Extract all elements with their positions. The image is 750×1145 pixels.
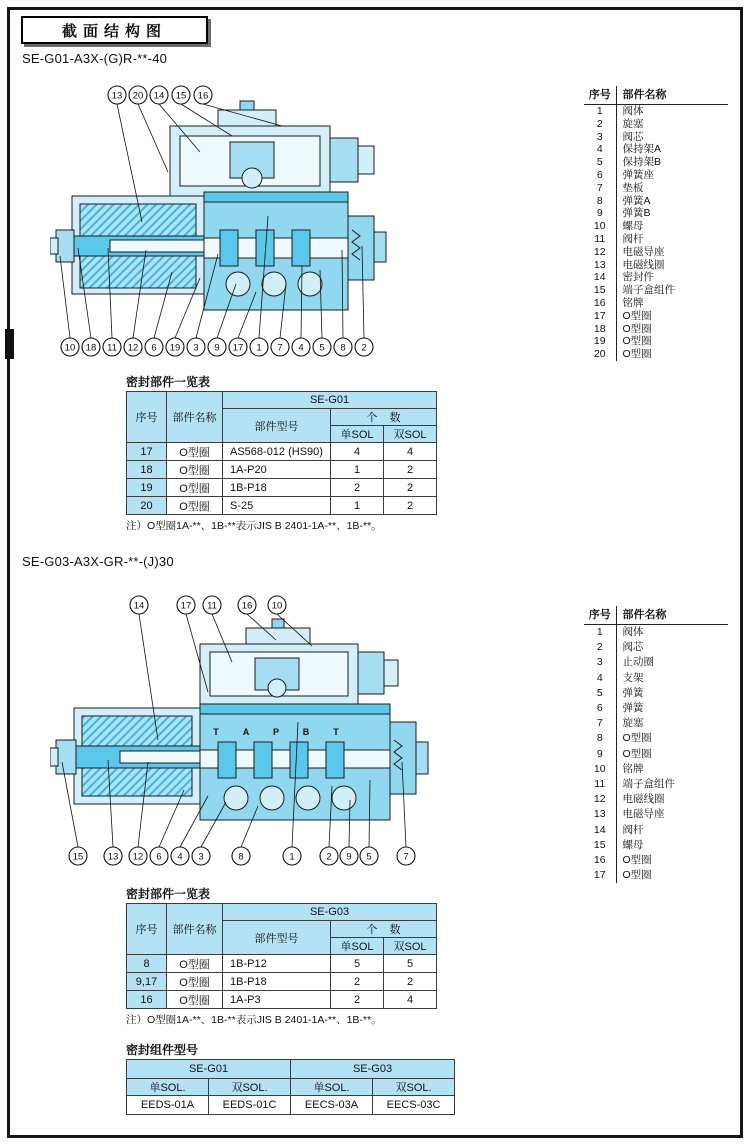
part-name: 垫板: [622, 181, 644, 194]
col-name-header: 部件名称: [167, 392, 223, 443]
svg-text:16: 16: [241, 600, 253, 612]
svg-text:3: 3: [193, 342, 199, 354]
parts-row: [584, 625, 728, 641]
solenoid-coil: [50, 196, 222, 294]
valve-body: [200, 704, 390, 820]
model-header: SE-G03: [223, 904, 437, 921]
part-seq: 13: [584, 259, 616, 272]
end-cap: [390, 722, 428, 794]
parts-row: [584, 747, 728, 762]
g03-seal-rows: [127, 955, 437, 1009]
parts-row: [584, 671, 728, 686]
g01-seal-rows: [127, 443, 437, 515]
part-seq: 5: [584, 156, 616, 169]
part-seq: 3: [584, 655, 616, 670]
svg-text:14: 14: [153, 90, 165, 102]
svg-text:6: 6: [156, 851, 162, 863]
svg-text:4: 4: [298, 342, 304, 354]
parts-row: [584, 701, 728, 716]
kit-model-header-g03: SE-G03: [291, 1060, 455, 1079]
part-name: 端子盒组件: [622, 777, 675, 790]
svg-text:12: 12: [132, 851, 144, 863]
svg-text:7: 7: [403, 851, 409, 863]
seal-part-name: O型圈: [167, 973, 223, 991]
seal-qty-single: 4: [331, 443, 384, 461]
part-name: 旋塞: [622, 117, 644, 130]
parts-row: [584, 207, 728, 220]
seal-header-row1: [127, 904, 437, 921]
seal-part-no: 1B-P12: [223, 955, 331, 973]
kit-model-row: [127, 1060, 455, 1079]
seal-qty-double: 5: [384, 955, 437, 973]
parts-row: [584, 822, 728, 837]
g03-seal-table-title: 密封部件一览表: [126, 887, 211, 901]
seal-qty-double: 4: [384, 991, 437, 1009]
col-single-sol-header: 单SOL: [331, 938, 384, 955]
svg-text:18: 18: [85, 342, 97, 354]
col-name-header: 部件名称: [167, 904, 223, 955]
svg-text:9: 9: [346, 851, 352, 863]
terminal-box: [200, 619, 398, 704]
parts-row: [584, 868, 728, 883]
col-qty-header: 个 数: [331, 921, 437, 938]
seal-part-no: 1A-P20: [223, 461, 331, 479]
seal-part-name: O型圈: [167, 479, 223, 497]
part-name: O型圈: [622, 322, 652, 335]
kit-col-double-g03: 双SOL.: [373, 1079, 455, 1096]
seal-part-no: AS568-012 (HS90): [223, 443, 331, 461]
parts-row: [584, 195, 728, 208]
parts-row: [584, 284, 728, 297]
col-name-header: 部件名称: [616, 606, 728, 625]
svg-text:15: 15: [72, 851, 84, 863]
seal-seq: 17: [127, 443, 167, 461]
part-seq: 9: [584, 747, 616, 762]
parts-row: [584, 853, 728, 868]
part-name: 电磁导座: [622, 245, 665, 258]
seal-header-row1: [127, 392, 437, 409]
seal-part-name: O型圈: [167, 443, 223, 461]
svg-text:14: 14: [133, 600, 145, 612]
part-name: O型圈: [622, 348, 652, 361]
svg-text:10: 10: [271, 600, 283, 612]
seal-qty-single: 1: [331, 497, 384, 515]
part-name: 螺母: [622, 220, 644, 233]
seal-seq: 19: [127, 479, 167, 497]
part-seq: 4: [584, 671, 616, 686]
parts-row: [584, 131, 728, 144]
kit-value: EEDS-01A: [127, 1096, 209, 1115]
svg-text:1: 1: [289, 851, 295, 863]
svg-text:4: 4: [177, 851, 183, 863]
parts-row: [584, 271, 728, 284]
part-name: 阀芯: [622, 641, 644, 654]
g03-parts-rows: [584, 625, 728, 884]
g01-parts-rows: [584, 105, 728, 361]
parts-row: [584, 105, 728, 118]
col-single-sol-header: 单SOL: [331, 426, 384, 443]
parts-row: [584, 297, 728, 310]
parts-row: [584, 118, 728, 131]
col-seq-header: 序号: [127, 392, 167, 443]
seal-row: [127, 973, 437, 991]
part-name: 弹簧: [622, 686, 644, 699]
seal-seq: 18: [127, 461, 167, 479]
col-partno-header: 部件型号: [223, 921, 331, 955]
svg-text:20: 20: [132, 90, 144, 102]
part-seq: 7: [584, 716, 616, 731]
seal-part-name: O型圈: [167, 461, 223, 479]
parts-row: [584, 731, 728, 746]
parts-row: [584, 246, 728, 259]
g03-seal-note: 注）O型圈1A-**、1B-**表示JIS B 2401-1A-**、1B-**。: [126, 1014, 382, 1026]
part-seq: 1: [584, 105, 616, 118]
model-header: SE-G01: [223, 392, 437, 409]
seal-part-no: S-25: [223, 497, 331, 515]
g01-diagram: [50, 80, 390, 372]
svg-text:13: 13: [107, 851, 119, 863]
svg-text:6: 6: [151, 342, 157, 354]
part-name: 电磁导座: [622, 808, 665, 821]
part-seq: 6: [584, 169, 616, 182]
svg-text:A: A: [242, 727, 250, 737]
part-seq: 11: [584, 233, 616, 246]
seal-qty-double: 2: [384, 461, 437, 479]
g03-diagram: [50, 588, 430, 880]
parts-row: [584, 156, 728, 169]
svg-text:2: 2: [361, 342, 367, 354]
parts-header-row: [584, 86, 728, 105]
part-seq: 7: [584, 182, 616, 195]
part-name: O型圈: [622, 732, 652, 745]
col-qty-header: 个 数: [331, 409, 437, 426]
kit-col-single-g03: 单SOL.: [291, 1079, 373, 1096]
seal-seq: 8: [127, 955, 167, 973]
parts-row: [584, 143, 728, 156]
seal-row: [127, 461, 437, 479]
part-name: 阀杆: [622, 823, 644, 836]
g03-seal-table: [126, 903, 437, 1009]
part-seq: 1: [584, 625, 616, 641]
svg-text:15: 15: [175, 90, 187, 102]
svg-text:13: 13: [111, 90, 123, 102]
svg-text:5: 5: [366, 851, 372, 863]
part-seq: 8: [584, 731, 616, 746]
g01-seal-note: 注）O型圈1A-**、1B-**表示JIS B 2401-1A-**、1B-**。: [126, 520, 382, 532]
col-seq-header: 序号: [584, 86, 616, 105]
parts-row: [584, 335, 728, 348]
part-name: 阀体: [622, 105, 644, 118]
page-title: 截面结构图: [61, 22, 167, 40]
kit-model-header-g01: SE-G01: [127, 1060, 291, 1079]
svg-text:1: 1: [256, 342, 262, 354]
kit-col-double-g01: 双SOL.: [209, 1079, 291, 1096]
parts-row: [584, 220, 728, 233]
part-seq: 19: [584, 335, 616, 348]
svg-text:12: 12: [127, 342, 139, 354]
seal-part-name: O型圈: [167, 955, 223, 973]
seal-seq: 16: [127, 991, 167, 1009]
svg-text:7: 7: [277, 342, 283, 354]
part-name: 支架: [622, 671, 644, 684]
parts-row: [584, 323, 728, 336]
seal-qty-single: 2: [331, 479, 384, 497]
part-name: 弹簧座: [622, 169, 654, 182]
part-seq: 6: [584, 701, 616, 716]
parts-row: [584, 762, 728, 777]
parts-row: [584, 169, 728, 182]
seal-qty-double: 2: [384, 973, 437, 991]
parts-row: [584, 792, 728, 807]
part-name: 止动圈: [622, 656, 654, 669]
col-seq-header: 序号: [127, 904, 167, 955]
svg-text:8: 8: [238, 851, 244, 863]
part-seq: 16: [584, 853, 616, 868]
terminal-box: [170, 101, 374, 196]
part-seq: 11: [584, 777, 616, 792]
page-title-box: [21, 16, 208, 44]
part-name: 电磁线圈: [622, 793, 665, 806]
kit-value: EECS-03C: [373, 1096, 455, 1115]
part-seq: 13: [584, 807, 616, 822]
parts-row: [584, 259, 728, 272]
part-name: 电磁线圈: [622, 258, 665, 271]
seal-seq: 9,17: [127, 973, 167, 991]
col-double-sol-header: 双SOL: [384, 426, 437, 443]
seal-seq: 20: [127, 497, 167, 515]
svg-text:19: 19: [169, 342, 181, 354]
part-name: O型圈: [622, 309, 652, 322]
parts-row: [584, 310, 728, 323]
g01-seal-table: [126, 391, 437, 515]
part-name: 螺母: [622, 838, 644, 851]
part-name: 弹簧B: [622, 207, 651, 220]
part-seq: 2: [584, 118, 616, 131]
parts-header-row: [584, 606, 728, 625]
seal-qty-single: 1: [331, 461, 384, 479]
part-name: 弹簧: [622, 702, 644, 715]
parts-row: [584, 807, 728, 822]
part-name: 弹簧A: [622, 194, 651, 207]
svg-text:17: 17: [232, 342, 244, 354]
g01-model-label: SE-G01-A3X-(G)R-**-40: [22, 51, 168, 66]
svg-text:3: 3: [198, 851, 204, 863]
seal-qty-double: 2: [384, 479, 437, 497]
g03-model-label: SE-G03-A3X-GR-**-(J)30: [22, 554, 174, 569]
part-name: 铭牌: [622, 762, 644, 775]
parts-row: [584, 777, 728, 792]
part-name: 铭牌: [622, 297, 644, 310]
seal-part-name: O型圈: [167, 991, 223, 1009]
part-seq: 18: [584, 323, 616, 336]
page-edge-index-mark: [5, 329, 14, 359]
parts-row: [584, 655, 728, 670]
part-seq: 15: [584, 838, 616, 853]
seal-row: [127, 443, 437, 461]
col-seq-header: 序号: [584, 606, 616, 625]
col-name-header: 部件名称: [616, 86, 728, 105]
part-name: 阀芯: [622, 130, 644, 143]
svg-text:16: 16: [197, 90, 209, 102]
svg-text:P: P: [272, 727, 280, 737]
svg-text:11: 11: [107, 342, 117, 354]
g01-seal-table-title: 密封部件一览表: [126, 375, 211, 389]
valve-body: [204, 192, 348, 310]
part-seq: 14: [584, 271, 616, 284]
end-cap: [348, 216, 386, 280]
seal-qty-single: 5: [331, 955, 384, 973]
seal-qty-double: 2: [384, 497, 437, 515]
solenoid-coil: [50, 708, 222, 804]
col-double-sol-header: 双SOL: [384, 938, 437, 955]
svg-text:11: 11: [207, 600, 217, 612]
svg-text:10: 10: [64, 342, 76, 354]
part-name: 端子盒组件: [622, 284, 675, 297]
parts-row: [584, 716, 728, 731]
part-seq: 10: [584, 762, 616, 777]
parts-row: [584, 233, 728, 246]
part-name: O型圈: [622, 747, 652, 760]
svg-text:2: 2: [326, 851, 332, 863]
seal-row: [127, 479, 437, 497]
part-seq: 17: [584, 310, 616, 323]
svg-text:5: 5: [319, 342, 325, 354]
seal-kit-table: [126, 1059, 455, 1115]
svg-text:17: 17: [180, 600, 192, 612]
seal-part-no: 1A-P3: [223, 991, 331, 1009]
part-seq: 16: [584, 297, 616, 310]
part-seq: 8: [584, 195, 616, 208]
seal-part-no: 1B-P18: [223, 479, 331, 497]
part-name: 密封件: [622, 271, 654, 284]
parts-row: [584, 182, 728, 195]
seal-part-no: 1B-P18: [223, 973, 331, 991]
svg-text:B: B: [302, 727, 310, 737]
seal-qty-single: 2: [331, 991, 384, 1009]
col-partno-header: 部件型号: [223, 409, 331, 443]
g01-parts-list: [584, 86, 728, 361]
seal-part-name: O型圈: [167, 497, 223, 515]
parts-row: [584, 838, 728, 853]
part-name: 保持架B: [622, 156, 662, 169]
kit-col-single-g01: 单SOL.: [127, 1079, 209, 1096]
part-seq: 2: [584, 640, 616, 655]
kit-value: EEDS-01C: [209, 1096, 291, 1115]
seal-row: [127, 955, 437, 973]
kit-sol-row: [127, 1079, 455, 1096]
part-seq: 12: [584, 246, 616, 259]
parts-row: [584, 348, 728, 361]
part-name: 保持架A: [622, 143, 662, 156]
part-seq: 4: [584, 143, 616, 156]
seal-row: [127, 497, 437, 515]
part-name: O型圈: [622, 335, 652, 348]
part-seq: 20: [584, 348, 616, 361]
svg-text:8: 8: [340, 342, 346, 354]
kit-value-row: [127, 1096, 455, 1115]
svg-text:T: T: [213, 727, 219, 737]
part-seq: 9: [584, 207, 616, 220]
part-seq: 3: [584, 131, 616, 144]
parts-row: [584, 686, 728, 701]
part-seq: 5: [584, 686, 616, 701]
seal-kit-title: 密封组件型号: [126, 1043, 199, 1057]
part-name: 阀杆: [622, 233, 644, 246]
seal-qty-single: 2: [331, 973, 384, 991]
parts-row: [584, 640, 728, 655]
part-seq: 14: [584, 822, 616, 837]
svg-text:T: T: [333, 727, 339, 737]
svg-text:9: 9: [214, 342, 220, 354]
kit-value: EECS-03A: [291, 1096, 373, 1115]
part-name: 旋塞: [622, 717, 644, 730]
part-seq: 12: [584, 792, 616, 807]
part-seq: 17: [584, 868, 616, 883]
g03-parts-list: [584, 606, 728, 883]
part-name: 阀体: [622, 626, 644, 639]
part-name: O型圈: [622, 869, 652, 882]
seal-row: [127, 991, 437, 1009]
seal-qty-double: 4: [384, 443, 437, 461]
part-name: O型圈: [622, 853, 652, 866]
part-seq: 15: [584, 284, 616, 297]
part-seq: 10: [584, 220, 616, 233]
